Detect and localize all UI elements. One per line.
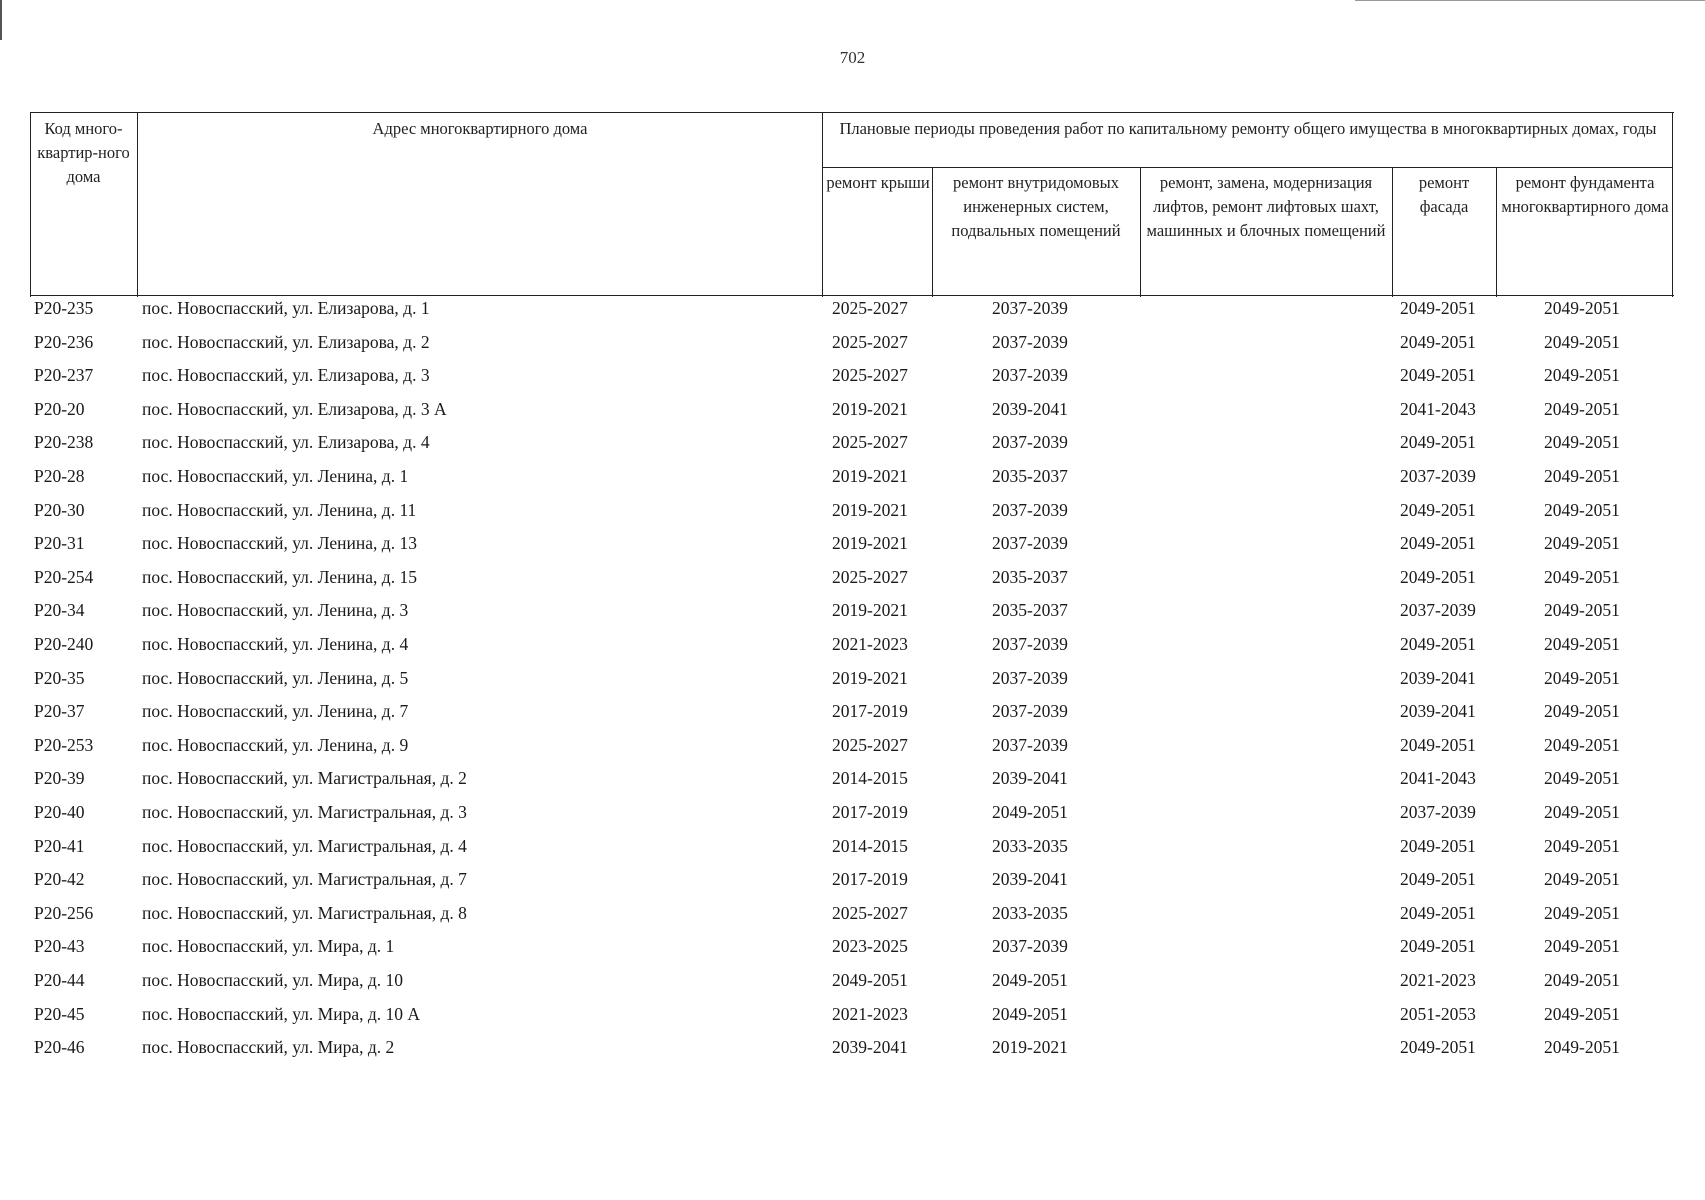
cell-foundation: 2049-2051 <box>1544 432 1620 453</box>
header-lift: ремонт, замена, модернизация лифтов, ремонт лифтовых шахт, машинных и блочных помещений <box>1146 173 1386 240</box>
cell-roof: 2019-2021 <box>832 667 908 688</box>
cell-roof: 2021-2023 <box>832 634 908 654</box>
cell-code: P20-31 <box>34 533 85 554</box>
cell-address: пос. Новоспасский, ул. Елизарова, д. 2 <box>142 331 430 352</box>
cell-code: P20-37 <box>34 701 85 722</box>
table-row <box>0 867 1705 900</box>
header-group-divider <box>822 167 1673 168</box>
cell-code: P20-238 <box>34 432 94 453</box>
table-row <box>0 330 1705 363</box>
cell-engineering: 2037-2039 <box>992 701 1068 722</box>
cell-foundation: 2049-2051 <box>1544 835 1620 856</box>
header-foundation: ремонт фундамента многоквартирного дома <box>1501 173 1669 216</box>
cell-facade: 2041-2043 <box>1400 768 1476 789</box>
table-row <box>0 699 1705 732</box>
header-border-right <box>1672 113 1673 297</box>
cell-address: пос. Новоспасский, ул. Ленина, д. 1 <box>142 466 409 486</box>
cell-code: P20-30 <box>34 499 85 520</box>
cell-code: P20-240 <box>34 634 94 654</box>
table-header <box>30 112 1674 296</box>
header-divider <box>1140 167 1141 297</box>
header-divider <box>137 113 138 297</box>
scan-edge-mark <box>0 0 2 40</box>
cell-engineering: 2037-2039 <box>992 298 1068 318</box>
cell-roof: 2025-2027 <box>832 902 908 923</box>
cell-address: пос. Новоспасский, ул. Ленина, д. 3 <box>142 600 409 621</box>
cell-code: P20-253 <box>34 734 94 755</box>
cell-engineering: 2049-2051 <box>992 802 1068 822</box>
cell-engineering: 2037-2039 <box>992 432 1068 453</box>
cell-address: пос. Новоспасский, ул. Мира, д. 10 А <box>142 1003 421 1024</box>
cell-code: P20-35 <box>34 667 85 688</box>
cell-facade: 2049-2051 <box>1400 902 1476 923</box>
scan-edge-mark <box>1355 0 1705 1</box>
cell-facade: 2039-2041 <box>1400 701 1476 722</box>
table-row <box>0 666 1705 699</box>
cell-address: пос. Новоспасский, ул. Ленина, д. 13 <box>142 533 417 554</box>
cell-address: пос. Новоспасский, ул. Ленина, д. 9 <box>142 734 409 755</box>
table-row <box>0 1002 1705 1035</box>
cell-code: P20-235 <box>34 298 94 318</box>
cell-code: P20-28 <box>34 466 85 486</box>
table-row <box>0 531 1705 564</box>
header-address: Адрес многоквартирного дома <box>372 119 588 138</box>
cell-roof: 2019-2021 <box>832 398 908 419</box>
cell-roof: 2019-2021 <box>832 466 908 486</box>
cell-address: пос. Новоспасский, ул. Мира, д. 10 <box>142 970 404 990</box>
cell-roof: 2021-2023 <box>832 1003 908 1024</box>
cell-engineering: 2039-2041 <box>992 398 1068 419</box>
table-row <box>0 598 1705 631</box>
cell-foundation: 2049-2051 <box>1544 902 1620 923</box>
cell-foundation: 2049-2051 <box>1544 566 1620 587</box>
cell-foundation: 2049-2051 <box>1544 869 1620 890</box>
cell-address: пос. Новоспасский, ул. Магистральная, д. 2 <box>142 768 467 789</box>
header-engineering: ремонт внутридомовых инженерных систем, подвальных помещений <box>951 173 1121 240</box>
cell-roof: 2019-2021 <box>832 600 908 621</box>
cell-code: P20-20 <box>34 398 85 419</box>
cell-foundation: 2049-2051 <box>1544 1003 1620 1024</box>
cell-foundation: 2049-2051 <box>1544 600 1620 621</box>
cell-foundation: 2049-2051 <box>1544 802 1620 822</box>
cell-engineering: 2033-2035 <box>992 835 1068 856</box>
table-row <box>0 430 1705 463</box>
cell-address: пос. Новоспасский, ул. Магистральная, д. 7 <box>142 869 467 890</box>
cell-facade: 2021-2023 <box>1400 970 1476 990</box>
cell-address: пос. Новоспасский, ул. Елизарова, д. 1 <box>142 298 430 318</box>
cell-engineering: 2037-2039 <box>992 499 1068 520</box>
table-row <box>0 800 1705 833</box>
cell-code: P20-41 <box>34 835 85 856</box>
cell-engineering: 2037-2039 <box>992 331 1068 352</box>
cell-roof: 2025-2027 <box>832 331 908 352</box>
table-row <box>0 498 1705 531</box>
cell-facade: 2049-2051 <box>1400 432 1476 453</box>
cell-code: P20-256 <box>34 902 94 923</box>
cell-facade: 2049-2051 <box>1400 298 1476 318</box>
cell-roof: 2019-2021 <box>832 499 908 520</box>
cell-facade: 2049-2051 <box>1400 331 1476 352</box>
cell-address: пос. Новоспасский, ул. Ленина, д. 15 <box>142 566 417 587</box>
cell-foundation: 2049-2051 <box>1544 1037 1620 1058</box>
cell-foundation: 2049-2051 <box>1544 533 1620 554</box>
cell-roof: 2025-2027 <box>832 298 908 318</box>
cell-facade: 2039-2041 <box>1400 667 1476 688</box>
cell-facade: 2049-2051 <box>1400 566 1476 587</box>
cell-engineering: 2035-2037 <box>992 466 1068 486</box>
cell-foundation: 2049-2051 <box>1544 331 1620 352</box>
cell-foundation: 2049-2051 <box>1544 466 1620 486</box>
cell-facade: 2049-2051 <box>1400 533 1476 554</box>
cell-foundation: 2049-2051 <box>1544 634 1620 654</box>
header-divider <box>822 113 823 297</box>
cell-foundation: 2049-2051 <box>1544 701 1620 722</box>
cell-code: P20-42 <box>34 869 85 890</box>
cell-roof: 2017-2019 <box>832 802 908 822</box>
header-code: Код много-квартир-ного дома <box>37 119 130 186</box>
cell-roof: 2025-2027 <box>832 566 908 587</box>
cell-facade: 2049-2051 <box>1400 869 1476 890</box>
cell-facade: 2041-2043 <box>1400 398 1476 419</box>
cell-roof: 2025-2027 <box>832 432 908 453</box>
cell-engineering: 2037-2039 <box>992 936 1068 957</box>
cell-address: пос. Новоспасский, ул. Мира, д. 1 <box>142 936 395 957</box>
cell-facade: 2049-2051 <box>1400 1037 1476 1058</box>
table-row <box>0 934 1705 967</box>
table-row <box>0 565 1705 598</box>
cell-roof: 2014-2015 <box>832 835 908 856</box>
cell-roof: 2049-2051 <box>832 970 908 990</box>
table-row <box>0 901 1705 934</box>
header-divider <box>1392 167 1393 297</box>
cell-address: пос. Новоспасский, ул. Ленина, д. 11 <box>142 499 417 520</box>
header-facade: ремонт фасада <box>1418 173 1470 216</box>
cell-address: пос. Новоспасский, ул. Магистральная, д. 4 <box>142 835 467 856</box>
cell-roof: 2019-2021 <box>832 533 908 554</box>
cell-address: пос. Новоспасский, ул. Ленина, д. 4 <box>142 634 409 654</box>
table-row <box>0 464 1705 497</box>
cell-engineering: 2049-2051 <box>992 1003 1068 1024</box>
cell-engineering: 2037-2039 <box>992 734 1068 755</box>
cell-facade: 2049-2051 <box>1400 936 1476 957</box>
cell-code: P20-237 <box>34 365 94 386</box>
cell-code: P20-45 <box>34 1003 85 1024</box>
cell-foundation: 2049-2051 <box>1544 734 1620 755</box>
cell-engineering: 2037-2039 <box>992 667 1068 688</box>
cell-engineering: 2037-2039 <box>992 634 1068 654</box>
cell-facade: 2037-2039 <box>1400 600 1476 621</box>
cell-foundation: 2049-2051 <box>1544 768 1620 789</box>
cell-roof: 2017-2019 <box>832 869 908 890</box>
table-row <box>0 363 1705 396</box>
table-row <box>0 766 1705 799</box>
cell-engineering: 2037-2039 <box>992 365 1068 386</box>
cell-engineering: 2039-2041 <box>992 768 1068 789</box>
cell-code: P20-46 <box>34 1037 85 1058</box>
cell-address: пос. Новоспасский, ул. Ленина, д. 5 <box>142 667 409 688</box>
table-row <box>0 397 1705 430</box>
cell-roof: 2014-2015 <box>832 768 908 789</box>
cell-foundation: 2049-2051 <box>1544 667 1620 688</box>
cell-roof: 2039-2041 <box>832 1037 908 1058</box>
header-group-title: Плановые периоды проведения работ по капитальному ремонту общего имущества в многоквартирных домах, годы <box>839 119 1657 138</box>
cell-engineering: 2035-2037 <box>992 566 1068 587</box>
cell-roof: 2025-2027 <box>832 365 908 386</box>
cell-engineering: 2035-2037 <box>992 600 1068 621</box>
page-number: 702 <box>839 48 866 67</box>
table-row <box>0 733 1705 766</box>
cell-address: пос. Новоспасский, ул. Елизарова, д. 3 А <box>142 398 447 419</box>
cell-address: пос. Новоспасский, ул. Мира, д. 2 <box>142 1037 395 1058</box>
cell-code: P20-43 <box>34 936 85 957</box>
cell-address: пос. Новоспасский, ул. Ленина, д. 7 <box>142 701 409 722</box>
cell-code: P20-39 <box>34 768 85 789</box>
header-roof: ремонт крыши <box>826 173 930 192</box>
header-divider <box>932 167 933 297</box>
cell-foundation: 2049-2051 <box>1544 499 1620 520</box>
cell-facade: 2037-2039 <box>1400 466 1476 486</box>
cell-facade: 2037-2039 <box>1400 802 1476 822</box>
cell-foundation: 2049-2051 <box>1544 970 1620 990</box>
cell-code: P20-34 <box>34 600 85 621</box>
cell-foundation: 2049-2051 <box>1544 936 1620 957</box>
cell-foundation: 2049-2051 <box>1544 298 1620 318</box>
cell-facade: 2051-2053 <box>1400 1003 1476 1024</box>
table-row <box>0 968 1705 1001</box>
cell-engineering: 2049-2051 <box>992 970 1068 990</box>
cell-foundation: 2049-2051 <box>1544 365 1620 386</box>
cell-address: пос. Новоспасский, ул. Елизарова, д. 4 <box>142 432 430 453</box>
cell-facade: 2049-2051 <box>1400 634 1476 654</box>
cell-code: P20-236 <box>34 331 94 352</box>
cell-code: P20-44 <box>34 970 85 990</box>
cell-roof: 2025-2027 <box>832 734 908 755</box>
cell-code: P20-40 <box>34 802 85 822</box>
cell-facade: 2049-2051 <box>1400 499 1476 520</box>
cell-engineering: 2033-2035 <box>992 902 1068 923</box>
cell-engineering: 2019-2021 <box>992 1037 1068 1058</box>
cell-address: пос. Новоспасский, ул. Магистральная, д. 3 <box>142 802 467 822</box>
cell-facade: 2049-2051 <box>1400 835 1476 856</box>
cell-facade: 2049-2051 <box>1400 734 1476 755</box>
cell-roof: 2023-2025 <box>832 936 908 957</box>
table-row <box>0 632 1705 665</box>
cell-address: пос. Новоспасский, ул. Елизарова, д. 3 <box>142 365 430 386</box>
cell-roof: 2017-2019 <box>832 701 908 722</box>
cell-engineering: 2039-2041 <box>992 869 1068 890</box>
cell-facade: 2049-2051 <box>1400 365 1476 386</box>
cell-code: P20-254 <box>34 566 94 587</box>
table-row <box>0 1035 1705 1068</box>
cell-address: пос. Новоспасский, ул. Магистральная, д. 8 <box>142 902 467 923</box>
cell-foundation: 2049-2051 <box>1544 398 1620 419</box>
cell-engineering: 2037-2039 <box>992 533 1068 554</box>
table-row <box>0 296 1705 329</box>
table-row <box>0 834 1705 867</box>
